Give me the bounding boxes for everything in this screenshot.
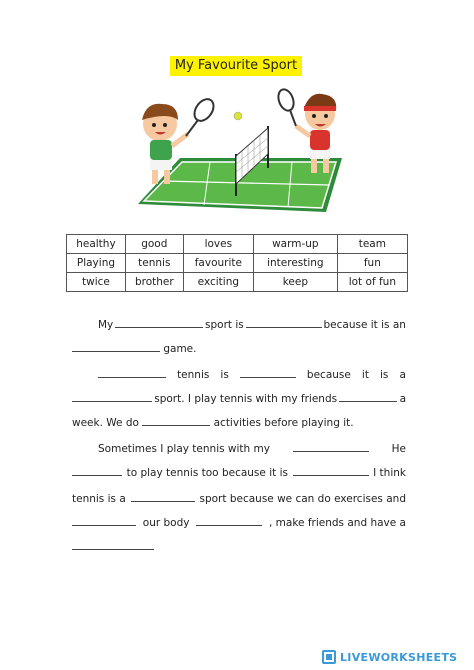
text-segment: activities before playing it. [213,417,354,429]
answer-blank-3[interactable] [72,341,160,352]
tennis-illustration [120,84,356,216]
text-line [72,412,406,434]
word-cell: good [125,235,183,254]
text-segment: game. [163,343,197,355]
text-segment: because it is an [323,319,406,331]
word-cell: twice [67,273,126,292]
text-segment: He [391,443,406,455]
word-cell: Playing [67,254,126,273]
answer-blank-1[interactable] [115,317,203,328]
text-segment: My [98,319,114,331]
text-segment: a [399,393,406,405]
logo-icon [322,650,336,664]
text-line [72,536,406,558]
word-cell: tennis [125,254,183,273]
word-cell: brother [125,273,183,292]
text-line [72,462,406,484]
text-segment: it [361,369,369,381]
answer-blank-10[interactable] [72,465,122,476]
answer-blank-15[interactable] [72,539,154,550]
answer-blank-14[interactable] [196,515,262,526]
answer-blank-4[interactable] [98,367,166,378]
text-segment: I think [373,467,406,479]
answer-blank-11[interactable] [293,465,369,476]
text-segment: sport. I play tennis with my friends [154,393,338,405]
text-line [72,388,406,410]
text-segment: sport is [205,319,244,331]
text-line [72,438,406,460]
answer-blank-13[interactable] [72,515,136,526]
worksheet-text [72,314,406,564]
text-segment: is [220,369,229,381]
word-cell: keep [253,273,337,292]
text-segment: tennis [177,369,210,381]
answer-blank-12[interactable] [131,491,195,502]
answer-blank-9[interactable] [293,441,369,452]
text-segment: Sometimes I play tennis with my [98,443,270,455]
text-line [72,488,406,510]
text-segment: is [380,369,389,381]
answer-blank-5[interactable] [240,367,296,378]
table-row [67,273,408,292]
word-cell: loves [183,235,253,254]
worksheet-title: My Favourite Sport [170,56,302,76]
text-segment: to play tennis too because it is [126,467,288,479]
text-segment: , make friends and have a [269,517,406,529]
answer-blank-7[interactable] [339,391,397,402]
word-cell: lot of fun [337,273,407,292]
word-cell: warm-up [253,235,337,254]
text-segment: tennis is a [72,493,126,505]
word-cell: team [337,235,407,254]
word-cell: exciting [183,273,253,292]
text-line [72,338,406,360]
text-segment: our body [142,517,190,529]
liveworksheets-logo[interactable] [322,648,457,666]
answer-blank-2[interactable] [246,317,322,328]
word-cell: healthy [67,235,126,254]
word-cell: fun [337,254,407,273]
text-line [72,364,406,386]
logo-text: LIVEWORKSHEETS [340,650,458,664]
text-segment: because [306,369,351,381]
text-line [72,314,406,336]
table-row [67,254,408,273]
answer-blank-8[interactable] [142,415,210,426]
word-cell: interesting [253,254,337,273]
text-segment: a [399,369,406,381]
text-segment: week. We do [72,417,139,429]
word-cell: favourite [183,254,253,273]
table-row [67,235,408,254]
word-bank-table [66,234,408,292]
answer-blank-6[interactable] [72,391,152,402]
text-line [72,512,406,534]
text-segment: sport because we can do exercises and [199,493,406,505]
